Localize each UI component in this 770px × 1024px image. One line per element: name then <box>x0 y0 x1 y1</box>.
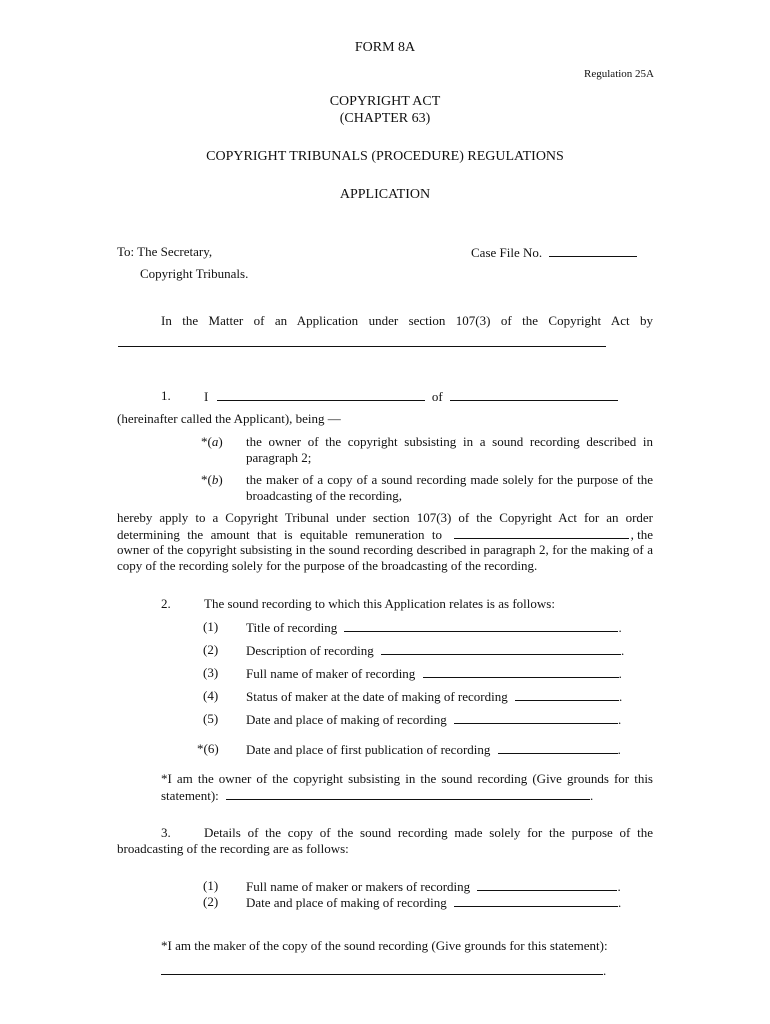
chapter-title: (CHAPTER 63) <box>339 111 431 126</box>
para2-item-2-num: (2) <box>203 642 219 657</box>
para3-number: 3. <box>161 825 171 840</box>
publication-date-place-blank[interactable] <box>498 741 618 754</box>
case-file-field[interactable] <box>471 244 637 261</box>
para2-item-1: Title of recording . <box>246 620 622 635</box>
case-file-label: Case File No. <box>471 245 543 260</box>
copy-maker-name-blank[interactable] <box>477 878 617 891</box>
para2-number: 2. <box>161 596 171 611</box>
para2-item-6-num: *(6) <box>197 741 219 756</box>
option-b-line1: the maker of a copy of a sound recording made solely for the purpose of the <box>246 472 653 487</box>
remuneration-recipient-blank[interactable] <box>454 526 629 539</box>
item-label: Status of maker at the date of making of recording <box>246 689 508 704</box>
option-b-line2: broadcasting of the recording, <box>246 488 402 503</box>
application-title: APPLICATION <box>339 187 431 202</box>
para2-item-2: Description of recording . <box>246 643 625 658</box>
regulation-reference: Regulation 25A <box>584 68 654 80</box>
para3-line1: Details of the copy of the sound recording made solely for the purpose of the <box>204 825 653 840</box>
act-title: COPYRIGHT ACT <box>329 94 441 109</box>
applicant-blank[interactable] <box>217 388 425 401</box>
para2-item-4: Status of maker at the date of making of recording . <box>246 689 623 704</box>
para3-item-1-num: (1) <box>203 878 219 893</box>
to-secretary: To: The Secretary, <box>117 244 213 259</box>
option-a-line1: the owner of the copyright subsisting in a sound recording described in <box>246 434 653 449</box>
apply-line1: hereby apply to a Copyright Tribunal under section 107(3) of the Copyright Act for an order <box>117 510 653 525</box>
owner-statement-line1: *I am the owner of the copyright subsisting in the sound recording (Give grounds for this <box>161 771 653 786</box>
para1-number: 1. <box>161 388 171 403</box>
para2-item-5-num: (5) <box>203 711 219 726</box>
item-label: Date and place of making of recording <box>246 712 447 727</box>
para2-item-3: Full name of maker of recording . <box>246 666 622 681</box>
para3-item-2: Date and place of making of recording . <box>246 895 622 910</box>
apply-line2-end: , the <box>630 527 653 542</box>
description-blank[interactable] <box>381 642 621 655</box>
para1-i-line <box>204 388 618 405</box>
apply-line4: copy of the recording solely for the purpose of the broadcasting of the recording. <box>117 558 538 573</box>
item-label: Date and place of first publication of recording <box>246 742 491 757</box>
maker-status-blank[interactable] <box>515 688 619 701</box>
apply-line2-start: determining the amount that is equitable remuneration to <box>117 527 442 542</box>
owner-grounds-blank[interactable] <box>226 787 590 800</box>
maker-grounds-line: . <box>161 962 606 979</box>
para2-intro: The sound recording to which this Application relates is as follows: <box>204 596 555 611</box>
para1-of-label: of <box>431 389 443 404</box>
making-date-place-blank[interactable] <box>454 711 618 724</box>
para2-item-3-num: (3) <box>203 665 219 680</box>
maker-statement: *I am the maker of the copy of the sound recording (Give grounds for this statement): <box>161 938 608 953</box>
para1-i-label: I <box>204 389 209 404</box>
owner-statement-line2: statement): . <box>161 788 594 803</box>
para2-item-1-num: (1) <box>203 619 219 634</box>
option-a-marker: *(a) <box>201 434 223 449</box>
item-label: Full name of maker of recording <box>246 666 416 681</box>
para3-line2: broadcasting of the recording are as follows: <box>117 841 349 856</box>
item-label: Date and place of making of recording <box>246 895 447 910</box>
case-file-blank[interactable] <box>549 244 637 257</box>
maker-name-blank[interactable] <box>423 665 619 678</box>
form-title: FORM 8A <box>354 40 416 55</box>
matter-text: In the Matter of an Application under section 107(3) of the Copyright Act by <box>161 313 653 328</box>
option-b-marker: *(b) <box>201 472 223 487</box>
maker-grounds-blank[interactable] <box>161 962 603 975</box>
tribunal-line: Copyright Tribunals. <box>140 266 249 281</box>
apply-line2 <box>117 526 653 543</box>
option-a-line2: paragraph 2; <box>246 450 312 465</box>
hereinafter-text: (hereinafter called the Applicant), being — <box>117 411 341 426</box>
title-of-recording-blank[interactable] <box>344 619 618 632</box>
para2-item-5: Date and place of making of recording . <box>246 712 622 727</box>
item-label: Description of recording <box>246 643 374 658</box>
para2-item-4-num: (4) <box>203 688 219 703</box>
applicant-name-blank[interactable] <box>118 346 606 347</box>
copy-making-date-place-blank[interactable] <box>454 894 618 907</box>
item-label: Full name of maker or makers of recording <box>246 879 471 894</box>
para2-item-6: Date and place of first publication of recording . <box>246 742 621 757</box>
item-label: Title of recording <box>246 620 338 635</box>
para3-item-1: Full name of maker or makers of recording . <box>246 879 621 894</box>
para3-item-2-num: (2) <box>203 894 219 909</box>
apply-line3: owner of the copyright subsisting in the sound recording described in paragraph 2, for the making of a <box>117 542 653 557</box>
applicant-address-blank[interactable] <box>450 388 618 401</box>
regulations-title: COPYRIGHT TRIBUNALS (PROCEDURE) REGULATIONS <box>206 149 564 164</box>
